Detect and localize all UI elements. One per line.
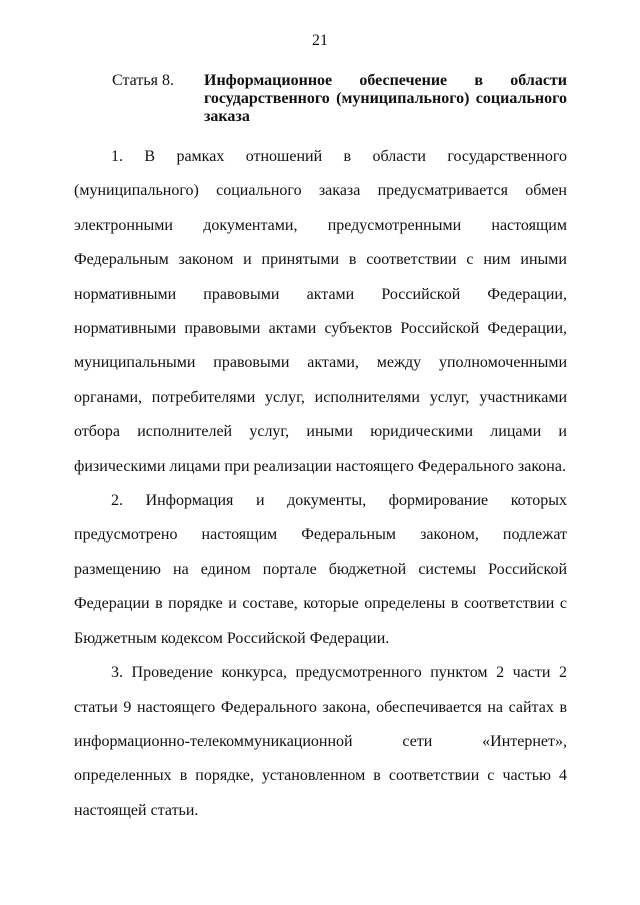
article-header [112, 72, 567, 126]
paragraph-1: 1. В рамках отношений в области государственного (муниципального) социального заказа предусматривается обмен электронными документами, предусмотренными настоящим Федеральным законом и принятыми в соответствии с ним иными нормативными правовыми актами Российской Федерации, нормативными правовыми актами субъектов Российской Федерации, муниципальными правовыми актами, между уполномоченными органами, потребителями услуг, исполнителями услуг, участниками отбора исполнителей услуг, иными юридическими лицами и физическими лицами при реализации настоящего Федерального закона. [74, 148, 567, 475]
paragraph-3: 3. Проведение конкурса, предусмотренного пунктом 2 части 2 статьи 9 настоящего Федерального закона, обеспечивается на сайтах в информационно-телекоммуникационной сети «Интернет», определенных в порядке, установленном в соответствии с частью 4 настоящей статьи. [74, 664, 567, 819]
article-body [74, 140, 567, 828]
article-title: Информационное обеспечение в области государственного (муниципального) социального заказа [204, 72, 567, 125]
article-label: Статья 8. [112, 72, 174, 89]
page-number: 21 [312, 32, 328, 49]
paragraph-2: 2. Информация и документы, формирование которых предусмотрено настоящим Федеральным законом, подлежат размещению на едином портале бюджетной системы Российской Федерации в порядке и составе, которые определены в соответствии с Бюджетным кодексом Российской Федерации. [74, 492, 567, 647]
